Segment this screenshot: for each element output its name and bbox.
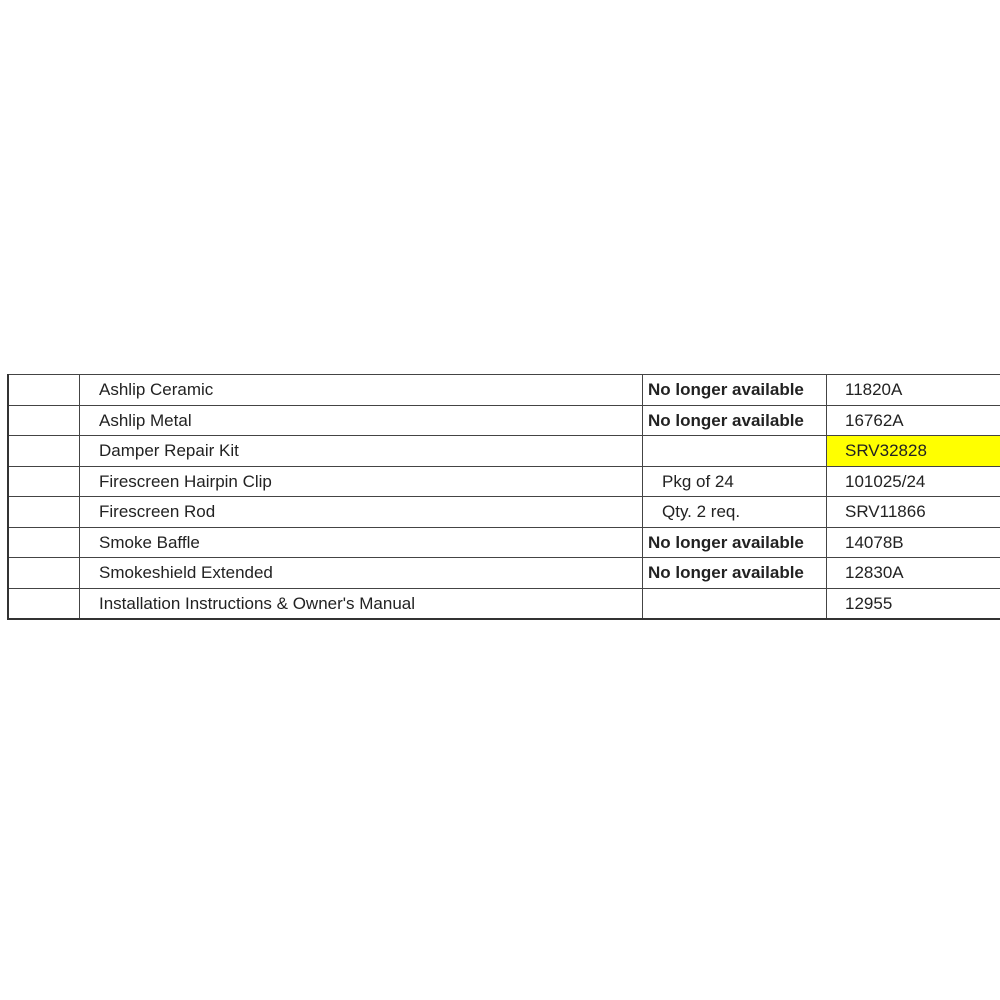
table-row — [8, 588, 1000, 619]
note-cell: No longer available — [643, 375, 827, 406]
table-row — [8, 497, 1000, 528]
part-number-cell: 14078B — [827, 527, 1000, 558]
note-cell: No longer available — [643, 527, 827, 558]
part-number-cell: 11820A — [827, 375, 1000, 406]
row-index-cell — [8, 558, 80, 589]
row-index-cell — [8, 375, 80, 406]
note-cell: Qty. 2 req. — [643, 497, 827, 528]
note-cell: No longer available — [643, 558, 827, 589]
table-row — [8, 405, 1000, 436]
row-index-cell — [8, 527, 80, 558]
part-number-cell: 12830A — [827, 558, 1000, 589]
row-index-cell — [8, 497, 80, 528]
table-row — [8, 558, 1000, 589]
description-cell: Ashlip Ceramic — [80, 375, 643, 406]
part-number-cell: 12955 — [827, 588, 1000, 619]
table-row — [8, 375, 1000, 406]
part-number-cell: 16762A — [827, 405, 1000, 436]
parts-table — [7, 374, 1000, 620]
description-cell: Ashlip Metal — [80, 405, 643, 436]
note-cell — [643, 436, 827, 467]
description-cell: Firescreen Rod — [80, 497, 643, 528]
row-index-cell — [8, 466, 80, 497]
description-cell: Installation Instructions & Owner's Manual — [80, 588, 643, 619]
table-row — [8, 527, 1000, 558]
part-number-cell: SRV32828 — [827, 436, 1000, 467]
part-number-cell: SRV11866 — [827, 497, 1000, 528]
description-cell: Firescreen Hairpin Clip — [80, 466, 643, 497]
table-row — [8, 436, 1000, 467]
note-cell — [643, 588, 827, 619]
note-cell: No longer available — [643, 405, 827, 436]
parts-table-body — [8, 375, 1000, 620]
description-cell: Smoke Baffle — [80, 527, 643, 558]
table-row — [8, 466, 1000, 497]
row-index-cell — [8, 436, 80, 467]
row-index-cell — [8, 405, 80, 436]
description-cell: Damper Repair Kit — [80, 436, 643, 467]
description-cell: Smokeshield Extended — [80, 558, 643, 589]
part-number-cell: 101025/24 — [827, 466, 1000, 497]
note-cell: Pkg of 24 — [643, 466, 827, 497]
row-index-cell — [8, 588, 80, 619]
